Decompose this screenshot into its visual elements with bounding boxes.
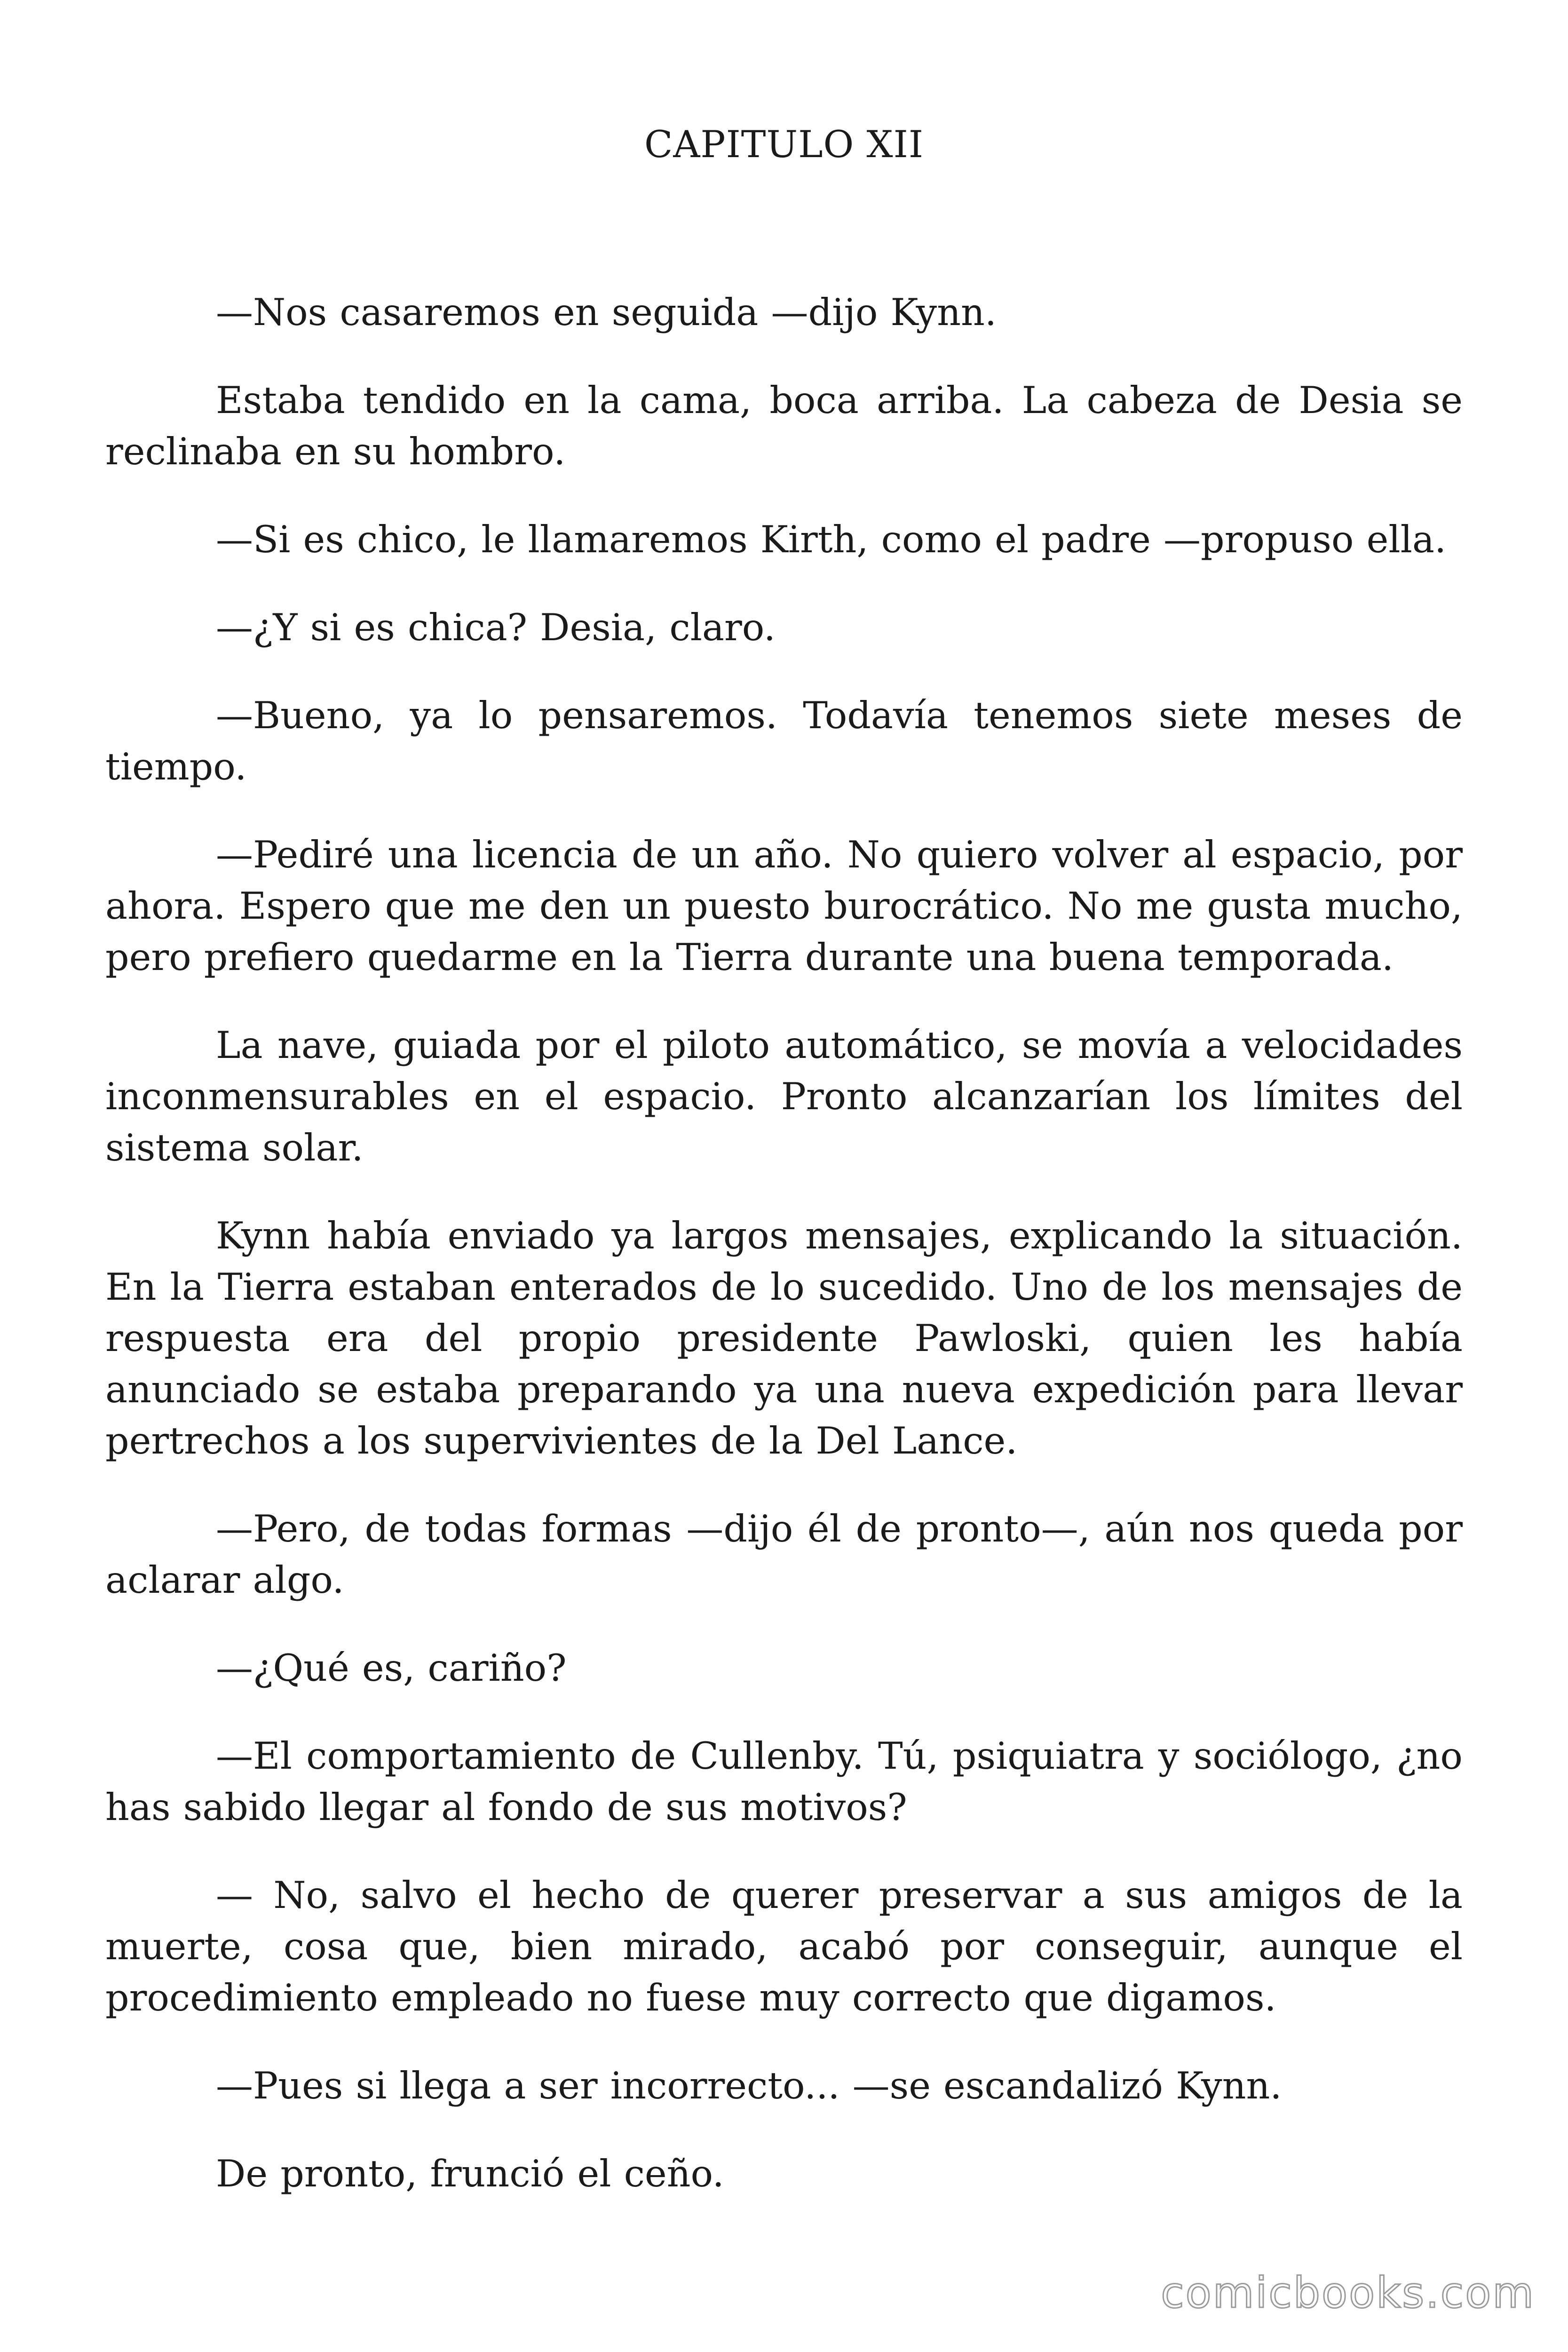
paragraph: —Pues si llega a ser incorrecto... —se escandalizó Kynn. (216, 2064, 1282, 2107)
paragraph: —¿Y si es chica? Desia, claro. (216, 606, 776, 649)
paragraph: —Nos casaremos en seguida —dijo Kynn. (216, 291, 997, 334)
paragraph: — No, salvo el hecho de querer preservar a sus amigos de la muerte, cosa que, bien mirado, acabó por conseguir, aunque el procedimiento empleado no fuese muy correcto que digamos. (105, 1874, 1463, 2019)
paragraph: —Pero, de todas formas —dijo él de pronto—, aún nos queda por aclarar algo. (105, 1507, 1463, 1602)
chapter-title: CAPITULO XII (644, 123, 924, 166)
paragraph: La nave, guiada por el piloto automático, se movía a velocidades inconmensurables en el espacio. Pronto alcanzarían los límites del sistema solar. (105, 1024, 1463, 1169)
paragraph: —Si es chico, le llamaremos Kirth, como el padre —propuso ella. (216, 518, 1447, 561)
paragraph: —El comportamiento de Cullenby. Tú, psiquiatra y sociólogo, ¿no has sabido llegar al fondo de sus motivos? (105, 1734, 1463, 1829)
paragraph: —¿Qué es, cariño? (216, 1646, 567, 1690)
paragraph: —Pediré una licencia de un año. No quiero volver al espacio, por ahora. Espero que me den un puesto burocrático. No me gusta mucho, pero prefiero quedarme en la Tierra durante una buena temporada. (105, 833, 1463, 979)
chapter-body (105, 287, 1463, 2236)
watermark: comicbooks.com (1161, 2268, 1535, 2318)
paragraph: Estaba tendido en la cama, boca arriba. La cabeza de Desia se reclinaba en su hombro. (105, 379, 1463, 473)
paragraph: Kynn había enviado ya largos mensajes, explicando la situación. En la Tierra estaban enterados de lo sucedido. Uno de los mensajes de respuesta era del propio presidente Pawloski, quien les había anunciado se estaba preparando ya una nueva expedición para llevar pertrechos a los supervivientes de la Del Lance. (105, 1214, 1463, 1462)
paragraph: —Bueno, ya lo pensaremos. Todavía tenemos siete meses de tiempo. (105, 694, 1463, 788)
paragraph: De pronto, frunció el ceño. (216, 2152, 724, 2195)
